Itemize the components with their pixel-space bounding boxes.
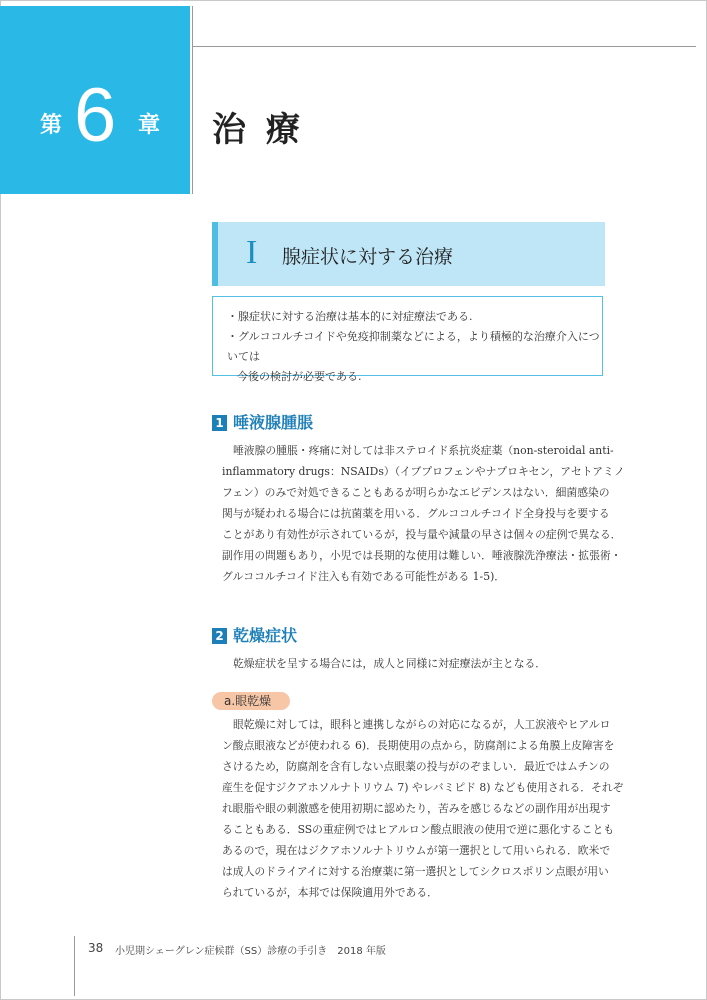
- body-line: 副作用の問題もあり，小児では長期的な使用は難しい．唾液腺洗浄療法・拡張術・: [222, 549, 622, 562]
- subsection-body-dryness: [222, 714, 624, 903]
- body-line: 唾液腺の腫脹・疼痛に対しては非ステロイド系抗炎症薬（non-steroidal anti-: [233, 444, 614, 457]
- eye-dryness-label: a.眼乾燥: [212, 692, 290, 710]
- body-line: ることもある．SSの重症例ではヒアルロン酸点眼液の使用で逆に悪化することも: [222, 823, 615, 836]
- header-vertical-rule: [192, 6, 193, 194]
- chapter-number: 6: [74, 73, 117, 158]
- body-line: グルココルチコイド注入も有効である可能性がある 1-5)．: [222, 570, 506, 583]
- footer-rule: [74, 936, 75, 996]
- body-line: 産生を促すジクアホソルナトリウム 7) やレバミピド 8) なども使用される．それぞ: [222, 781, 624, 794]
- section-banner-accent: [212, 222, 218, 286]
- subsection-title: 唾液腺腫脹: [233, 413, 314, 432]
- chapter-title: 治 療: [212, 110, 304, 150]
- body-line: られているが，本邦では保険適用外である．: [222, 886, 438, 899]
- subsection-heading-salivary: [212, 410, 313, 433]
- footer-title: 小児期シェーグレン症候群（SS）診療の手引き 2018 年版: [115, 946, 386, 957]
- section-numeral: I: [246, 234, 258, 271]
- subsection-heading-dryness: [212, 623, 297, 646]
- chapter-badge: [0, 6, 190, 194]
- summary-box: [212, 296, 603, 383]
- subsection-number: 2: [212, 628, 227, 644]
- body-line: ン酸点眼液などが使われる 6)．長期使用の点から，防腐剤による角膜上皮障害を: [222, 739, 615, 752]
- subsection-title: 乾燥症状: [233, 626, 298, 645]
- chapter-prefix: 第: [40, 113, 63, 138]
- subsection-intro-dryness: [222, 653, 607, 674]
- body-line: さけるため，防腐剤を含有しない点眼薬の投与がのぞましい．最近ではムチンの: [222, 760, 610, 773]
- summary-line: ・グルココルチコイドや免疫抑制薬などによる，より積極的な治療介入については: [227, 330, 600, 363]
- body-line: 乾燥症状を呈する場合には，成人と同様に対症療法が主となる．: [233, 657, 547, 670]
- page-number: 38: [88, 941, 104, 955]
- summary-line: 今後の検討が必要である.: [237, 370, 362, 383]
- subsection-body-salivary: [222, 440, 625, 587]
- body-line: れ眼脂や眼の刺激感を使用初期に認めたり，苦みを感じるなどの副作用が出現す: [222, 802, 611, 815]
- body-line: 眼乾燥に対しては，眼科と連携しながらの対応になるが，人工涙液やヒアルロ: [233, 718, 611, 731]
- body-line: は成人のドライアイに対する治療薬に第一選択としてシクロスポリン点眼が用い: [222, 865, 609, 878]
- subsection-number: 1: [212, 415, 227, 431]
- header-horizontal-rule: [192, 46, 696, 47]
- body-line: inflammatory drugs：NSAIDs）（イブプロフェンやナプロキセン，アセトアミノ: [222, 465, 625, 478]
- body-line: ことがあり有効性が示されているが，投与量や減量の早さは個々の症例で異なる．: [222, 528, 622, 541]
- body-line: フェン）のみで対処できることもあるが明らかなエビデンスはない．細菌感染の: [222, 486, 610, 499]
- body-line: あるので，現在はジクアホソルナトリウムが第一選択として用いられる．欧米で: [222, 844, 611, 857]
- section-title: 腺症状に対する治療: [282, 246, 454, 268]
- summary-line: ・腺症状に対する治療は基本的に対症療法である.: [227, 310, 473, 323]
- section-banner: [212, 222, 605, 286]
- body-line: 関与が疑われる場合には抗菌薬を用いる．グルココルチコイド全身投与を要する: [222, 507, 610, 520]
- chapter-suffix: 章: [138, 113, 161, 138]
